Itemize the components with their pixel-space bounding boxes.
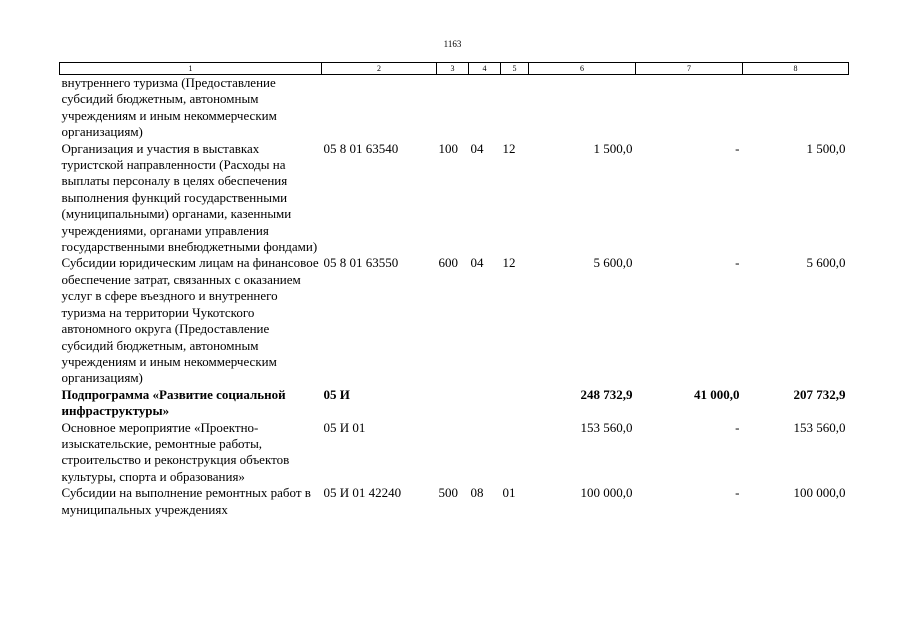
row-value-6: 248 732,9 bbox=[580, 386, 633, 402]
table-row bbox=[60, 420, 849, 486]
row-code: 05 8 01 63540 bbox=[323, 140, 399, 156]
row-value-8: 5 600,0 bbox=[806, 255, 846, 271]
row-section bbox=[469, 75, 501, 141]
row-subsection: 01 bbox=[502, 485, 516, 501]
column-number-1: 1 bbox=[60, 63, 322, 75]
row-subsection bbox=[501, 420, 529, 486]
row-value-6: 100 000,0 bbox=[580, 485, 633, 501]
column-number-4: 4 bbox=[469, 63, 501, 75]
column-number-3: 3 bbox=[437, 63, 469, 75]
row-expense-type: 100 bbox=[438, 140, 458, 156]
row-section: 04 bbox=[470, 140, 484, 156]
budget-table bbox=[59, 62, 849, 518]
row-code: 05 И 01 bbox=[323, 419, 366, 435]
column-number-row bbox=[60, 63, 849, 75]
row-value-8: 1 500,0 bbox=[806, 140, 846, 156]
row-name: Основное мероприятие «Проектно-изыскательские, ремонтные работы, строительство и реконструкция объектов культуры, спорта и образования» bbox=[61, 419, 290, 484]
table-row bbox=[60, 75, 849, 141]
row-value-8: 100 000,0 bbox=[793, 485, 846, 501]
row-subsection bbox=[501, 75, 529, 141]
row-value-7: - bbox=[735, 485, 740, 501]
row-value-7: - bbox=[735, 255, 740, 271]
column-number-7: 7 bbox=[636, 63, 743, 75]
row-value-7: 41 000,0 bbox=[694, 386, 740, 402]
row-value-7: - bbox=[735, 140, 740, 156]
row-subsection: 12 bbox=[502, 140, 516, 156]
row-expense-type: 600 bbox=[438, 255, 458, 271]
row-value-6: 153 560,0 bbox=[580, 419, 633, 435]
row-code: 05 И bbox=[323, 386, 350, 402]
row-value-6 bbox=[529, 75, 636, 141]
column-number-6: 6 bbox=[529, 63, 636, 75]
row-value-7: - bbox=[735, 419, 740, 435]
row-value-6: 1 500,0 bbox=[593, 140, 633, 156]
table-row bbox=[60, 255, 849, 386]
row-name: Субсидии юридическим лицам на финансовое обеспечение затрат, связанных с оказанием услуг в сфере въездного и внутреннего туризма на территории Чукотского автономного округа (Предоставление субсидий бюджетным, автономным учреждениям и иным некоммерческим организациям) bbox=[61, 255, 319, 386]
row-section bbox=[469, 420, 501, 486]
row-section: 04 bbox=[470, 255, 484, 271]
row-section bbox=[469, 387, 501, 420]
row-expense-type: 500 bbox=[438, 485, 458, 501]
row-value-8: 153 560,0 bbox=[793, 419, 846, 435]
row-subsection: 12 bbox=[502, 255, 516, 271]
row-value-8 bbox=[743, 75, 849, 141]
row-value-8: 207 732,9 bbox=[793, 386, 846, 402]
row-name: внутреннего туризма (Предоставление субсидий бюджетным, автономным учреждениям и иным некоммерческим организациям) bbox=[61, 75, 277, 140]
column-number-2: 2 bbox=[322, 63, 437, 75]
table-row bbox=[60, 141, 849, 256]
row-code bbox=[322, 75, 437, 141]
table-row bbox=[60, 485, 849, 518]
row-name: Субсидии на выполнение ремонтных работ в муниципальных учреждениях bbox=[61, 485, 311, 517]
column-number-5: 5 bbox=[501, 63, 529, 75]
page-number: 1163 bbox=[443, 39, 462, 49]
row-expense-type bbox=[437, 75, 469, 141]
row-value-6: 5 600,0 bbox=[593, 255, 633, 271]
row-section: 08 bbox=[470, 485, 484, 501]
row-value-7 bbox=[636, 75, 743, 141]
table-row-subprogram bbox=[60, 387, 849, 420]
row-expense-type bbox=[437, 420, 469, 486]
row-name: Организация и участия в выставках туристской направленности (Расходы на выплаты персоналу в целях обеспечения выполнения функций государственными (муниципальными) органами, казенными учреждениями, органами управления государственными внебюджетными фондами) bbox=[61, 140, 318, 255]
row-name: Подпрограмма «Развитие социальной инфраструктуры» bbox=[61, 386, 286, 419]
row-expense-type bbox=[437, 387, 469, 420]
column-number-8: 8 bbox=[743, 63, 849, 75]
row-code: 05 И 01 42240 bbox=[323, 485, 402, 501]
row-code: 05 8 01 63550 bbox=[323, 255, 399, 271]
row-subsection bbox=[501, 387, 529, 420]
